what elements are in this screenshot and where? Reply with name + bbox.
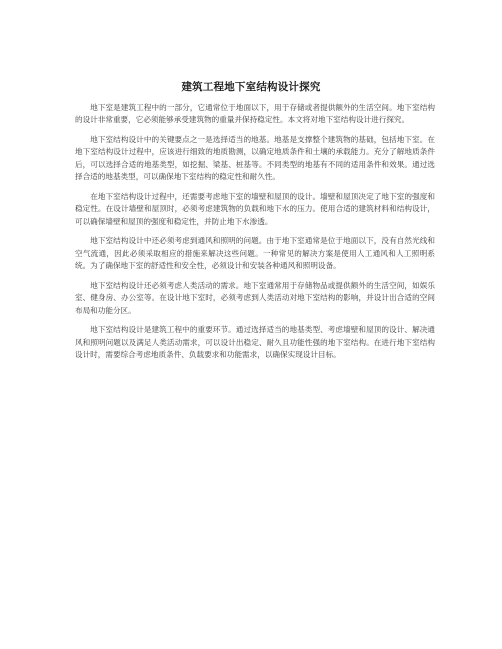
document-title: 建筑工程地下室结构设计探究 (181, 81, 321, 93)
paragraph-4: 地下室结构设计中还必须考虑到通风和照明的问题。由于地下室通常是位于地面以下，没有自然光线和空气流通，因此必须采取相应的措施来解决这些问题。一种常见的解决方案是使用人工通风和人工照明系统。为了确保地下室的舒适性和安全性，必须设计和安装各种通风和照明设备。 (75, 236, 435, 271)
paragraph-1: 地下室是建筑工程中的一部分，它通常位于地面以下，用于存储或者提供额外的生活空间。地下室结构的设计非常重要，它必须能够承受建筑物的重量并保持稳定性。本文将对地下室结构设计进行探究。 (75, 103, 435, 125)
paragraph-3: 在地下室结构设计过程中，还需要考虑地下室的墙壁和屋顶的设计。墙壁和屋顶决定了地下室的强度和稳定性。在设计墙壁和屋顶时，必须考虑建筑物的负载和地下水的压力。使用合适的建筑材料和结构设计，可以确保墙壁和屋顶的强度和稳定性，并防止地下水渗透。 (75, 191, 435, 226)
document-body (75, 102, 435, 369)
paragraph-2: 地下室结构设计中的关键要点之一是选择适当的地基。地基是支撑整个建筑物的基础，包括地下室。在地下室结构设计过程中，应该进行细致的地质勘测，以确定地质条件和土壤的承载能力。充分了解地质条件后，可以选择合适的地基类型，如挖掘、梁基、桩基等。不同类型的地基有不同的适用条件和效果。通过选择合适的地基类型，可以确保地下室结构的稳定性和耐久性。 (75, 135, 435, 182)
paragraph-6: 地下室结构设计是建筑工程中的重要环节。通过选择适当的地基类型、考虑墙壁和屋顶的设计、解决通风和照明问题以及满足人类活动需求，可以设计出稳定、耐久且功能性强的地下室结构。在进行地下室结构设计时，需要综合考虑地质条件、负载要求和功能需求，以确保实现设计目标。 (75, 325, 435, 360)
paragraph-5: 地下室结构设计还必须考虑人类活动的需求。地下室通常用于存储物品或提供额外的生活空间，如娱乐室、健身房、办公室等。在设计地下室时，必须考虑到人类活动对地下室结构的影响，并设计出合适的空间布局和功能分区。 (75, 280, 435, 315)
